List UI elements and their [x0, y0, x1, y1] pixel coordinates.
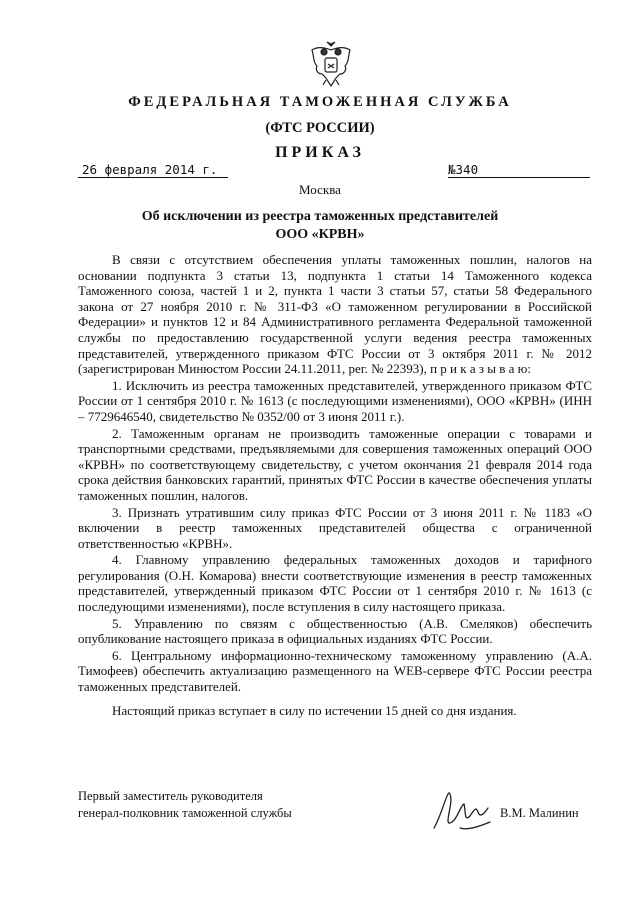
signatory-title-line-2: генерал-полковник таможенной службы: [78, 806, 292, 820]
order-number: №340: [448, 162, 590, 178]
item-4: 4. Главному управлению федеральных таможенных доходов и тарифного регулирования (О.Н. Комарова) внести соответствующие изменения в реестр таможенных представителей, утвержденный приказом ФТС России от 1 сентября 2010 г. № 1613 (с последующими изменениями), после вступления в силу настоящего приказа.: [78, 552, 592, 615]
item-3: 3. Признать утратившим силу приказ ФТС России от 3 июня 2011 г. № 1183 «О включении в реестр таможенных представителей общества с ограниченной ответственностью «КРВН».: [78, 504, 592, 551]
item-1: 1. Исключить из реестра таможенных представителей, утвержденного приказом ФТС России от 1 сентября 2010 г. № 1613 (с последующими изменениями), ООО «КРВН» (ИНН – 7729646540, свидетельство № 0352/00 от 3 июня 2011 г.).: [78, 377, 592, 424]
item-2: 2. Таможенным органам не производить таможенные операции с товарами и транспортными средствами, предъявляемыми для совершения таможенных операций ООО «КРВН» по соответствующему свидетельству, с учетом окончания 21 февраля 2014 года срока действия банковских гарантий, принятых ФТС России в качестве обеспечения уплаты таможенных пошлин, налогов.: [78, 425, 592, 503]
order-city: Москва: [299, 182, 341, 197]
closing-statement: Настоящий приказ вступает в силу по истечении 15 дней со дня издания.: [112, 702, 517, 718]
subject-line-2: ООО «КРВН»: [275, 227, 365, 242]
order-date: 26 февраля 2014 г.: [78, 162, 228, 178]
subject-line-1: Об исключении из реестра таможенных представителей: [141, 209, 499, 224]
order-subject: [0, 208, 640, 244]
agency-abbreviation: (ФТС РОССИИ): [265, 120, 375, 136]
preamble: В связи с отсутствием обеспечения уплаты таможенных пошлин, налогов на основании подпункта 3 статьи 13, подпункта 1 статьи 14 Таможенного кодекса Таможенного союза, частей 1 и 2, пункта 1 части 3 статьи 57, статьи 58 Федерального закона от 27 ноября 2010 г. № 311-ФЗ «О таможенном регулировании в Российской Федерации» и пунктов 12 и 84 Административного регламента Федеральной таможенной службы по предоставлению государственной услуги ведения реестра таможенных представителей, утвержденного приказом ФТС России от 3 октября 2011 г. № 2012 (зарегистрирован Минюстом России 24.11.2011, рег. № 22393), п р и к а з ы в а ю:: [78, 252, 592, 377]
agency-name: ФЕДЕРАЛЬНАЯ ТАМОЖЕННАЯ СЛУЖБА: [128, 94, 512, 110]
signatory-title-line-1: Первый заместитель руководителя: [78, 789, 263, 803]
document-type: ПРИКАЗ: [275, 144, 365, 161]
handwritten-signature: [430, 788, 496, 836]
signatory-title: [78, 788, 292, 822]
order-body: [78, 252, 592, 719]
item-5: 5. Управлению по связям с общественностью (А.В. Смеляков) обеспечить опубликование настоящего приказа в официальных изданиях ФТС России.: [78, 615, 592, 647]
item-6: 6. Центральному информационно-техническому таможенному управлению (А.А. Тимофеев) обеспечить актуализацию размещенного на WEB-сервере ФТС России реестра таможенных представителей.: [78, 647, 592, 695]
coat-of-arms-icon: [308, 40, 354, 92]
signatory-name: В.М. Малинин: [500, 806, 579, 820]
